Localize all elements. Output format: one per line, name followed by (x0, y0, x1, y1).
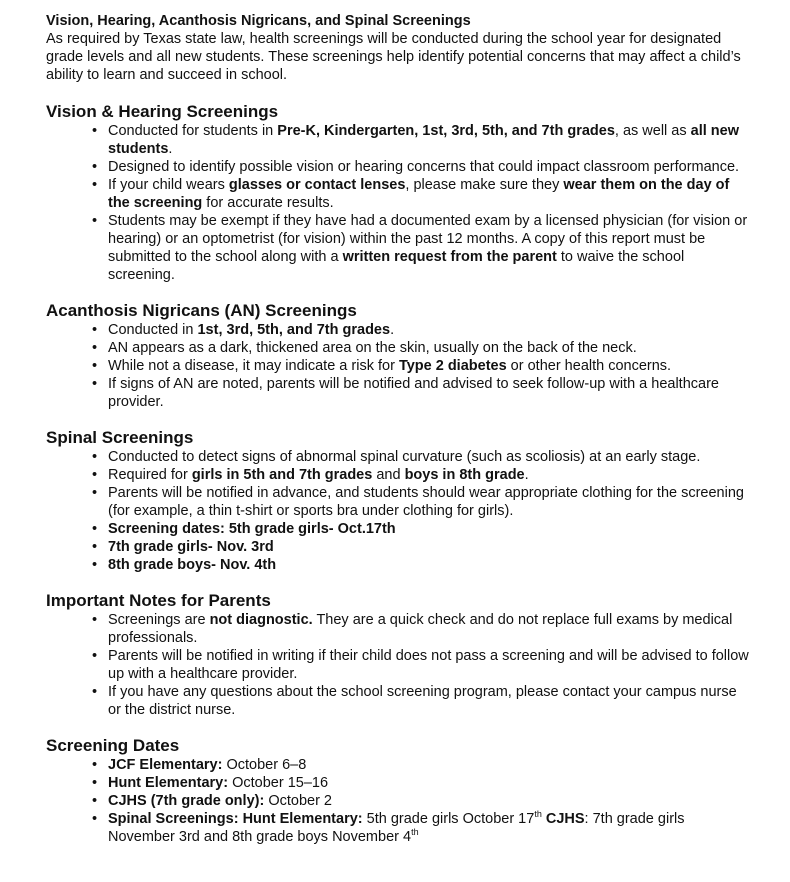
document-title: Vision, Hearing, Acanthosis Nigricans, and Spinal Screenings (46, 13, 471, 29)
list-item: • Screening dates: 5th grade girls- Oct.17th (92, 521, 396, 537)
list-item: • AN appears as a dark, thickened area on the skin, usually on the back of the neck. (92, 340, 637, 356)
section-acanthosis-nigricans (46, 301, 750, 411)
bullet-icon: • (92, 557, 98, 573)
section-heading-screening-dates: Screening Dates (46, 736, 180, 755)
vision-hearing-list (46, 122, 750, 284)
bullet-icon: • (92, 757, 98, 773)
section-vision-hearing (46, 102, 750, 284)
list-item: • Hunt Elementary: October 15–16 (92, 775, 329, 791)
bullet-icon: • (92, 811, 98, 827)
list-item: • CJHS (7th grade only): October 2 (92, 793, 332, 809)
list-item: • If you have any questions about the school screening program, please contact your campus nurse or the district nurse. (92, 684, 737, 718)
spinal-list (46, 448, 750, 574)
bullet-icon: • (92, 358, 98, 374)
list-item: • 7th grade girls- Nov. 3rd (92, 539, 274, 555)
intro-paragraph: As required by Texas state law, health screenings will be conducted during the school year for designated grade levels and all new students. These screenings help identify potential concerns that may affect a child’s ability to learn and succeed in school. (46, 31, 741, 83)
list-item: • Designed to identify possible vision or hearing concerns that could impact classroom performance. (92, 159, 740, 175)
bullet-icon: • (92, 648, 98, 664)
section-screening-dates (46, 736, 750, 846)
an-list (46, 321, 750, 411)
bullet-icon: • (92, 177, 98, 193)
bullet-icon: • (92, 539, 98, 555)
list-item: • Conducted to detect signs of abnormal spinal curvature (such as scoliosis) at an early stage. (92, 449, 701, 465)
dates-list (46, 756, 750, 846)
bullet-icon: • (92, 340, 98, 356)
list-item: • Conducted for students in Pre-K, Kindergarten, 1st, 3rd, 5th, and 7th grades, as well as all new students. (92, 123, 739, 157)
section-heading-spinal: Spinal Screenings (46, 428, 194, 447)
section-heading-important-notes: Important Notes for Parents (46, 591, 271, 610)
notes-list (46, 611, 750, 719)
bullet-icon: • (92, 793, 98, 809)
list-item: • If signs of AN are noted, parents will be notified and advised to seek follow-up with a healthcare provider. (92, 376, 719, 410)
list-item: • Screenings are not diagnostic. They are a quick check and do not replace full exams by medical professionals. (92, 612, 733, 646)
section-important-notes (46, 591, 750, 719)
section-heading-acanthosis-nigricans: Acanthosis Nigricans (AN) Screenings (46, 301, 357, 320)
bullet-icon: • (92, 213, 98, 229)
bullet-icon: • (92, 159, 98, 175)
bullet-icon: • (92, 467, 98, 483)
section-heading-vision-hearing: Vision & Hearing Screenings (46, 102, 279, 121)
list-item: • If your child wears glasses or contact lenses, please make sure they wear them on the day of the screening for accurate results. (92, 177, 730, 211)
list-item: • Spinal Screenings: Hunt Elementary: 5th grade girls October 17th CJHS: 7th grade girls November 3rd and 8th grade boys November 4th (92, 809, 685, 845)
bullet-icon: • (92, 322, 98, 338)
section-spinal (46, 428, 750, 574)
bullet-icon: • (92, 449, 98, 465)
list-item: • JCF Elementary: October 6–8 (92, 757, 307, 773)
list-item: • Parents will be notified in writing if their child does not pass a screening and will be advised to follow up with a healthcare provider. (92, 648, 749, 682)
bullet-icon: • (92, 376, 98, 392)
bullet-icon: • (92, 684, 98, 700)
bullet-icon: • (92, 521, 98, 537)
list-item: • Required for girls in 5th and 7th grades and boys in 8th grade. (92, 467, 529, 483)
list-item: • Conducted in 1st, 3rd, 5th, and 7th grades. (92, 322, 395, 338)
list-item: • While not a disease, it may indicate a risk for Type 2 diabetes or other health concerns. (92, 358, 672, 374)
list-item: • Parents will be notified in advance, and students should wear appropriate clothing for the screening (for example, a thin t-shirt or sports bra under clothing for girls). (92, 485, 744, 519)
list-item: • Students may be exempt if they have had a documented exam by a licensed physician (for vision or hearing) or an optometrist (for vision) within the past 12 months. A copy of this report must be submitted to the school along with a written request from the parent to waive the school screening. (92, 213, 748, 283)
bullet-icon: • (92, 123, 98, 139)
bullet-icon: • (92, 485, 98, 501)
bullet-icon: • (92, 775, 98, 791)
bullet-icon: • (92, 612, 98, 628)
list-item: • 8th grade boys- Nov. 4th (92, 557, 277, 573)
